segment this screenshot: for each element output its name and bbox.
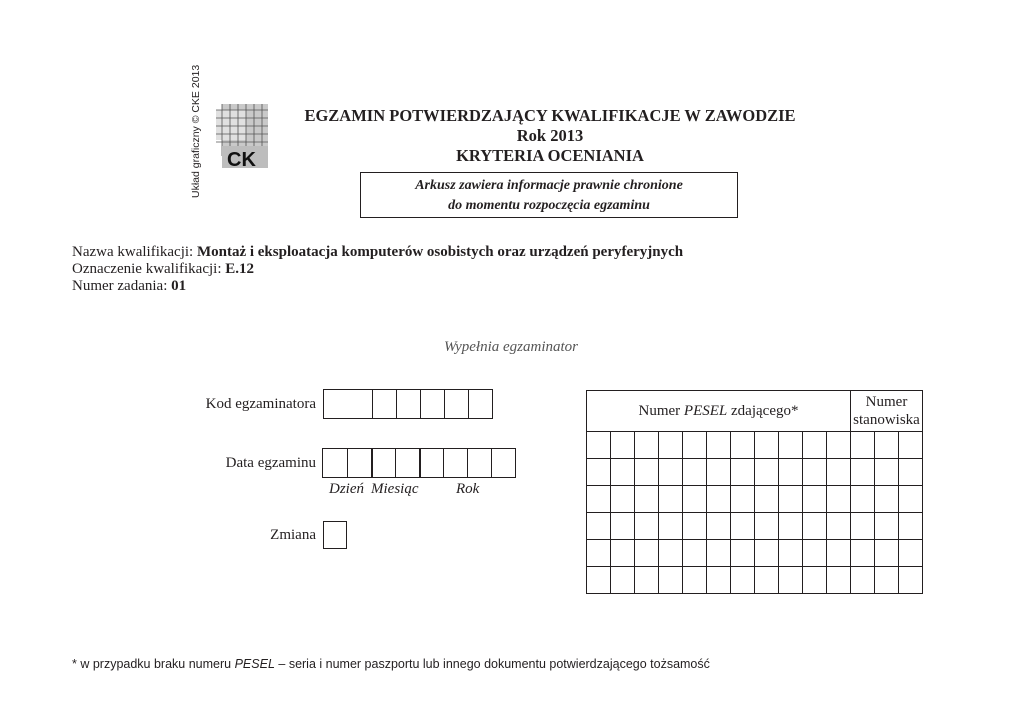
pesel-digit-box[interactable] (755, 567, 779, 594)
station-digit-box[interactable] (851, 459, 875, 486)
station-digit-box[interactable] (875, 459, 899, 486)
station-digit-box[interactable] (875, 486, 899, 513)
pesel-digit-box[interactable] (611, 540, 635, 567)
notice-line-1: Arkusz zawiera informacje prawnie chronione (415, 178, 683, 193)
pesel-digit-box[interactable] (731, 540, 755, 567)
pesel-digit-box[interactable] (755, 432, 779, 459)
pesel-grid-row (587, 513, 923, 540)
pesel-digit-box[interactable] (635, 459, 659, 486)
pesel-digit-box[interactable] (635, 486, 659, 513)
qualification-name-label: Nazwa kwalifikacji: (72, 244, 194, 260)
station-header-line-2: stanowiska (853, 412, 920, 428)
task-number-value: 01 (171, 278, 187, 294)
pesel-digit-box[interactable] (827, 567, 851, 594)
pesel-digit-box[interactable] (635, 432, 659, 459)
date-day-box[interactable] (323, 449, 347, 477)
pesel-digit-box[interactable] (707, 459, 731, 486)
pesel-digit-box[interactable] (659, 540, 683, 567)
pesel-digit-box[interactable] (803, 513, 827, 540)
pesel-header-em: PESEL (683, 402, 728, 419)
pesel-digit-box[interactable] (659, 432, 683, 459)
examiner-code-label: Kod egzaminatora (205, 396, 316, 412)
pesel-digit-box[interactable] (731, 432, 755, 459)
pesel-digit-box[interactable] (755, 540, 779, 567)
document-type: KRYTERIA OCENIANIA (456, 146, 644, 165)
pesel-digit-box[interactable] (659, 513, 683, 540)
exam-date-boxes[interactable] (322, 448, 516, 478)
examiner-code-box[interactable] (444, 390, 468, 418)
day-label: Dzień (329, 481, 364, 497)
pesel-digit-box[interactable] (587, 567, 611, 594)
station-digit-box[interactable] (875, 432, 899, 459)
exam-date-label: Data egzaminu (225, 455, 316, 471)
pesel-digit-box[interactable] (635, 540, 659, 567)
exam-year: Rok 2013 (516, 126, 584, 145)
copyright-note: Układ graficzny © CKE 2013 (190, 64, 202, 198)
date-year-box[interactable] (467, 449, 491, 477)
pesel-digit-box[interactable] (731, 567, 755, 594)
pesel-digit-box[interactable] (779, 432, 803, 459)
footnote (72, 657, 710, 671)
station-digit-box[interactable] (899, 486, 923, 513)
task-number-label: Numer zadania: (72, 278, 168, 294)
pesel-digit-box[interactable] (635, 567, 659, 594)
footnote-em: PESEL (234, 657, 275, 671)
station-digit-box[interactable] (851, 540, 875, 567)
shift-label: Zmiana (270, 527, 316, 543)
station-digit-box[interactable] (875, 540, 899, 567)
pesel-digit-box[interactable] (731, 486, 755, 513)
confidential-notice (360, 172, 738, 218)
pesel-grid-row (587, 432, 923, 459)
pesel-grid-row (587, 567, 923, 594)
examiner-code-boxes[interactable] (323, 389, 493, 419)
station-digit-box[interactable] (899, 432, 923, 459)
pesel-digit-box[interactable] (683, 432, 707, 459)
pesel-digit-box[interactable] (827, 459, 851, 486)
pesel-grid-row (587, 486, 923, 513)
qualification-code-value: E.12 (225, 261, 255, 277)
pesel-digit-box[interactable] (659, 486, 683, 513)
pesel-digit-box[interactable] (755, 486, 779, 513)
pesel-digit-box[interactable] (803, 567, 827, 594)
date-year-box[interactable] (443, 449, 467, 477)
pesel-digit-box[interactable] (635, 513, 659, 540)
date-year-box[interactable] (419, 449, 443, 477)
pesel-table (586, 390, 923, 594)
footnote-suffix: – seria i numer paszportu lub innego dokumentu potwierdzającego tożsamość (278, 657, 710, 671)
examiner-section-title: Wypełnia egzaminator (444, 339, 579, 355)
pesel-digit-box[interactable] (779, 513, 803, 540)
pesel-digit-box[interactable] (779, 486, 803, 513)
pesel-digit-box[interactable] (683, 459, 707, 486)
examiner-code-box[interactable] (420, 390, 444, 418)
pesel-digit-box[interactable] (779, 540, 803, 567)
date-year-box[interactable] (491, 449, 515, 477)
pesel-digit-box[interactable] (803, 459, 827, 486)
pesel-digit-box[interactable] (707, 486, 731, 513)
station-digit-box[interactable] (899, 513, 923, 540)
pesel-digit-box[interactable] (803, 486, 827, 513)
pesel-digit-box[interactable] (611, 432, 635, 459)
pesel-digit-box[interactable] (683, 540, 707, 567)
station-digit-box[interactable] (851, 513, 875, 540)
station-digit-box[interactable] (899, 540, 923, 567)
examiner-code-box[interactable] (372, 390, 396, 418)
pesel-digit-box[interactable] (827, 540, 851, 567)
date-month-box[interactable] (371, 449, 395, 477)
station-digit-box[interactable] (875, 513, 899, 540)
pesel-digit-box[interactable] (803, 432, 827, 459)
pesel-digit-box[interactable] (707, 567, 731, 594)
qualification-name (72, 244, 683, 261)
pesel-header-prefix: Numer (638, 402, 681, 419)
pesel-digit-box[interactable] (587, 486, 611, 513)
pesel-digit-box[interactable] (683, 486, 707, 513)
pesel-digit-box[interactable] (659, 459, 683, 486)
station-digit-box[interactable] (851, 486, 875, 513)
notice-line-2: do momentu rozpoczęcia egzaminu (448, 198, 650, 213)
pesel-digit-box[interactable] (779, 567, 803, 594)
pesel-digit-box[interactable] (611, 459, 635, 486)
pesel-digit-box[interactable] (659, 567, 683, 594)
station-header (851, 391, 923, 432)
pesel-digit-box[interactable] (683, 567, 707, 594)
pesel-digit-box[interactable] (779, 459, 803, 486)
date-day-box[interactable] (347, 449, 371, 477)
pesel-digit-box[interactable] (611, 486, 635, 513)
pesel-grid-row (587, 540, 923, 567)
exam-title: EGZAMIN POTWIERDZAJĄCY KWALIFIKACJE W ZAWODZIE (304, 106, 796, 125)
pesel-digit-box[interactable] (587, 513, 611, 540)
pesel-digit-box[interactable] (755, 513, 779, 540)
pesel-digit-box[interactable] (707, 513, 731, 540)
station-digit-box[interactable] (851, 567, 875, 594)
examiner-code-box[interactable] (468, 390, 492, 418)
year-label: Rok (456, 481, 480, 497)
station-digit-box[interactable] (851, 432, 875, 459)
qualification-code (72, 261, 254, 278)
pesel-digit-box[interactable] (731, 513, 755, 540)
footnote-prefix: * w przypadku braku numeru (72, 657, 232, 671)
logo-text: CK (227, 149, 256, 171)
pesel-digit-box[interactable] (611, 567, 635, 594)
qualification-code-label: Oznaczenie kwalifikacji: (72, 261, 222, 277)
examiner-code-box[interactable] (396, 390, 420, 418)
pesel-digit-box[interactable] (707, 540, 731, 567)
station-digit-box[interactable] (875, 567, 899, 594)
date-month-box[interactable] (395, 449, 419, 477)
pesel-digit-box[interactable] (587, 459, 611, 486)
pesel-digit-box[interactable] (587, 432, 611, 459)
pesel-digit-box[interactable] (731, 459, 755, 486)
examiner-code-box[interactable] (324, 390, 372, 418)
month-label: Miesiąc (371, 481, 419, 497)
station-header-line-1: Numer (865, 394, 908, 410)
pesel-digit-box[interactable] (683, 513, 707, 540)
pesel-digit-box[interactable] (803, 540, 827, 567)
pesel-header-suffix: zdającego* (731, 402, 799, 419)
pesel-grid-row (587, 459, 923, 486)
pesel-digit-box[interactable] (827, 513, 851, 540)
pesel-header (587, 391, 851, 432)
cke-logo-icon (214, 102, 276, 172)
pesel-digit-box[interactable] (707, 432, 731, 459)
station-digit-box[interactable] (899, 459, 923, 486)
pesel-header-row (587, 391, 923, 432)
pesel-digit-box[interactable] (827, 432, 851, 459)
station-digit-box[interactable] (899, 567, 923, 594)
shift-box[interactable] (323, 521, 347, 549)
pesel-digit-box[interactable] (827, 486, 851, 513)
qualification-name-value: Montaż i eksploatacja komputerów osobistych oraz urządzeń peryferyjnych (196, 244, 684, 260)
pesel-digit-box[interactable] (587, 540, 611, 567)
pesel-digit-box[interactable] (611, 513, 635, 540)
pesel-digit-box[interactable] (755, 459, 779, 486)
task-number (72, 278, 186, 295)
